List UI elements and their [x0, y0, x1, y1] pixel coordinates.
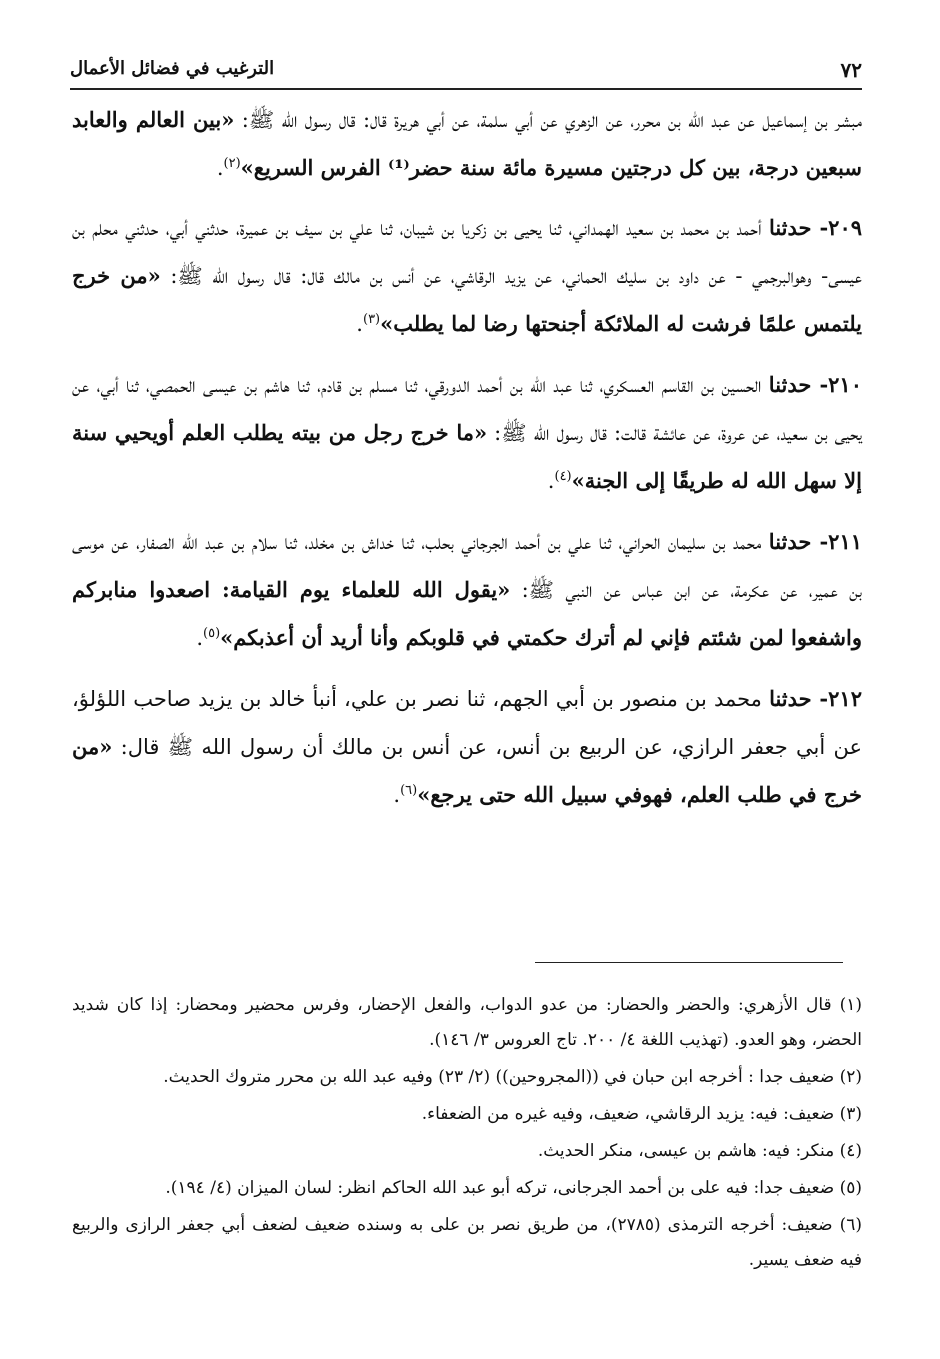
- hadith-text: «من خرج يلتمس علمًا فرشت له الملائكة أجنحتها رضا لما يطلب»: [72, 263, 862, 336]
- hadith-number: ٢١١-: [811, 529, 863, 554]
- hadith-number: ٢٠٩-: [811, 215, 863, 240]
- haddathana-word: حدثنا: [768, 215, 812, 240]
- isnad-text: محمد بن منصور بن أبي الجهم، ثنا نصر بن علي، أنبأ خالد بن يزيد صاحب اللؤلؤ، عن أبي جعفر الرازي، عن الربيع بن أنس، عن أنس بن مالك أن رسول الله ﷺ قال:: [72, 687, 862, 759]
- sentence-end: .: [196, 626, 203, 650]
- hadith-text: «ما خرج رجل من بيته يطلب العلم أويحيي سنة إلا سهل الله له طريقًا إلى الجنة»: [72, 420, 862, 493]
- footnote-ref: (٢): [223, 156, 241, 171]
- sentence-end: .: [216, 156, 224, 180]
- main-text: [72, 96, 862, 832]
- footnote-ref: (٤): [554, 469, 572, 484]
- paragraph-continuation: [72, 96, 862, 192]
- haddathana-word: حدثنا: [768, 529, 812, 554]
- isnad-text: أحمد بن محمد بن سعيد الهمداني، ثنا يحيى بن زكريا بن شيبان، ثنا علي بن سيف بن عميرة، حدثني أبي، حدثني محلم بن عيسى- وهوالبرجمي - عن داود بن سليك الحماني، عن يزيد الرقاشي، عن أنس بن مالك قال: قال رسول الله ﷺ:: [72, 216, 862, 288]
- isnad-text: الحسين بن القاسم العسكري، ثنا عبد الله بن أحمد الدورقي، ثنا مسلم بن قادم، ثنا هاشم بن عيسى الحمصي، ثنا أبي، عن يحيى بن سعيد، عن عروة، عن عائشة قالت: قال رسول الله ﷺ:: [72, 373, 862, 445]
- footnote-ref: (٥): [203, 626, 221, 641]
- footnotes-section: [72, 988, 862, 1280]
- hadith-number: ٢١٢-: [811, 686, 862, 711]
- hadith-text: «بين العالم والعابد سبعين درجة، بين كل درجتين مسيرة مائة سنة حضر⁽¹⁾ الفرس السريع»: [72, 107, 862, 180]
- paragraph-210: [72, 361, 862, 505]
- footnote-3: (٣) ضعيف: فيه: يزيد الرقاشي، ضعيف، وفيه غيره من الضعفاء.: [421, 1104, 862, 1124]
- hadith-number: ٢١٠-: [811, 372, 862, 397]
- footnote-1: (١) قال الأزهري: والحضر والحضار: من عدو الدواب، والفعل الإحضار، وفرس محضير ومحضار: إذا كان شديد الحضر، وهو العدو. (تهذيب اللغة ٤/ ٢٠٠. تاج العروس ٣/ ١٤٦).: [72, 995, 862, 1050]
- paragraph-212: [72, 675, 862, 819]
- footnote-2: (٢) ضعيف جدا : أخرجه ابن حبان في ((المجروحين)) (٢/ ٢٣) وفيه عبد الله بن محرر متروك الحديث.: [163, 1067, 862, 1087]
- footnote-6: (٦) ضعيف: أخرجه الترمذى (٢٧٨٥)، من طريق نصر بن على به وسنده ضعيف لضعف أبي جعفر الرازى والربيع فيه ضعف يسير.: [72, 1215, 862, 1270]
- haddathana-word: حدثنا: [768, 372, 812, 397]
- sentence-end: .: [393, 783, 401, 807]
- page-number: ٧٢: [840, 58, 862, 82]
- footnote-ref: (٦): [400, 783, 418, 798]
- running-title: الترغيب في فضائل الأعمال: [70, 58, 275, 79]
- sentence-end: .: [547, 469, 555, 493]
- paragraph-209: [72, 204, 862, 348]
- haddathana-word: حدثنا: [769, 686, 812, 711]
- footnote-5: (٥) ضعيف جدا: فيه على بن أحمد الجرجانى، تركه أبو عبد الله الحاكم انظر: لسان الميزان (٤/ ١٩٤).: [165, 1178, 862, 1198]
- page-header: [70, 58, 862, 90]
- hadith-text: «من خرج في طلب العلم، فهوفي سبيل الله حتى يرجع»: [72, 734, 862, 807]
- footnote-ref: (٣): [362, 312, 381, 327]
- paragraph-211: [72, 518, 862, 662]
- footnote-divider: [535, 962, 843, 963]
- isnad-text: مبشر بن إسماعيل عن عبد الله بن محرر، عن الزهري عن أبي سلمة، عن أبي هريرة قال: قال رسول الله ﷺ:: [234, 108, 862, 132]
- sentence-end: .: [356, 312, 363, 336]
- hadith-text: «يقول الله للعلماء يوم القيامة: اصعدوا منابركم واشفعوا لمن شئتم فإني لم أترك حكمتي في قلوبكم وأنا أريد أن أعذبكم»: [72, 577, 862, 650]
- isnad-text: محمد بن سليمان الحراني، ثنا علي بن أحمد الجرجاني بحلب، ثنا خداش بن مخلد، ثنا سلام بن عبد الله الصفار، عن موسى بن عمير، عن عكرمة، عن ابن عباس عن النبي ﷺ:: [72, 530, 862, 602]
- footnote-4: (٤) منكر: فيه: هاشم بن عيسى، منكر الحديث.: [537, 1141, 862, 1161]
